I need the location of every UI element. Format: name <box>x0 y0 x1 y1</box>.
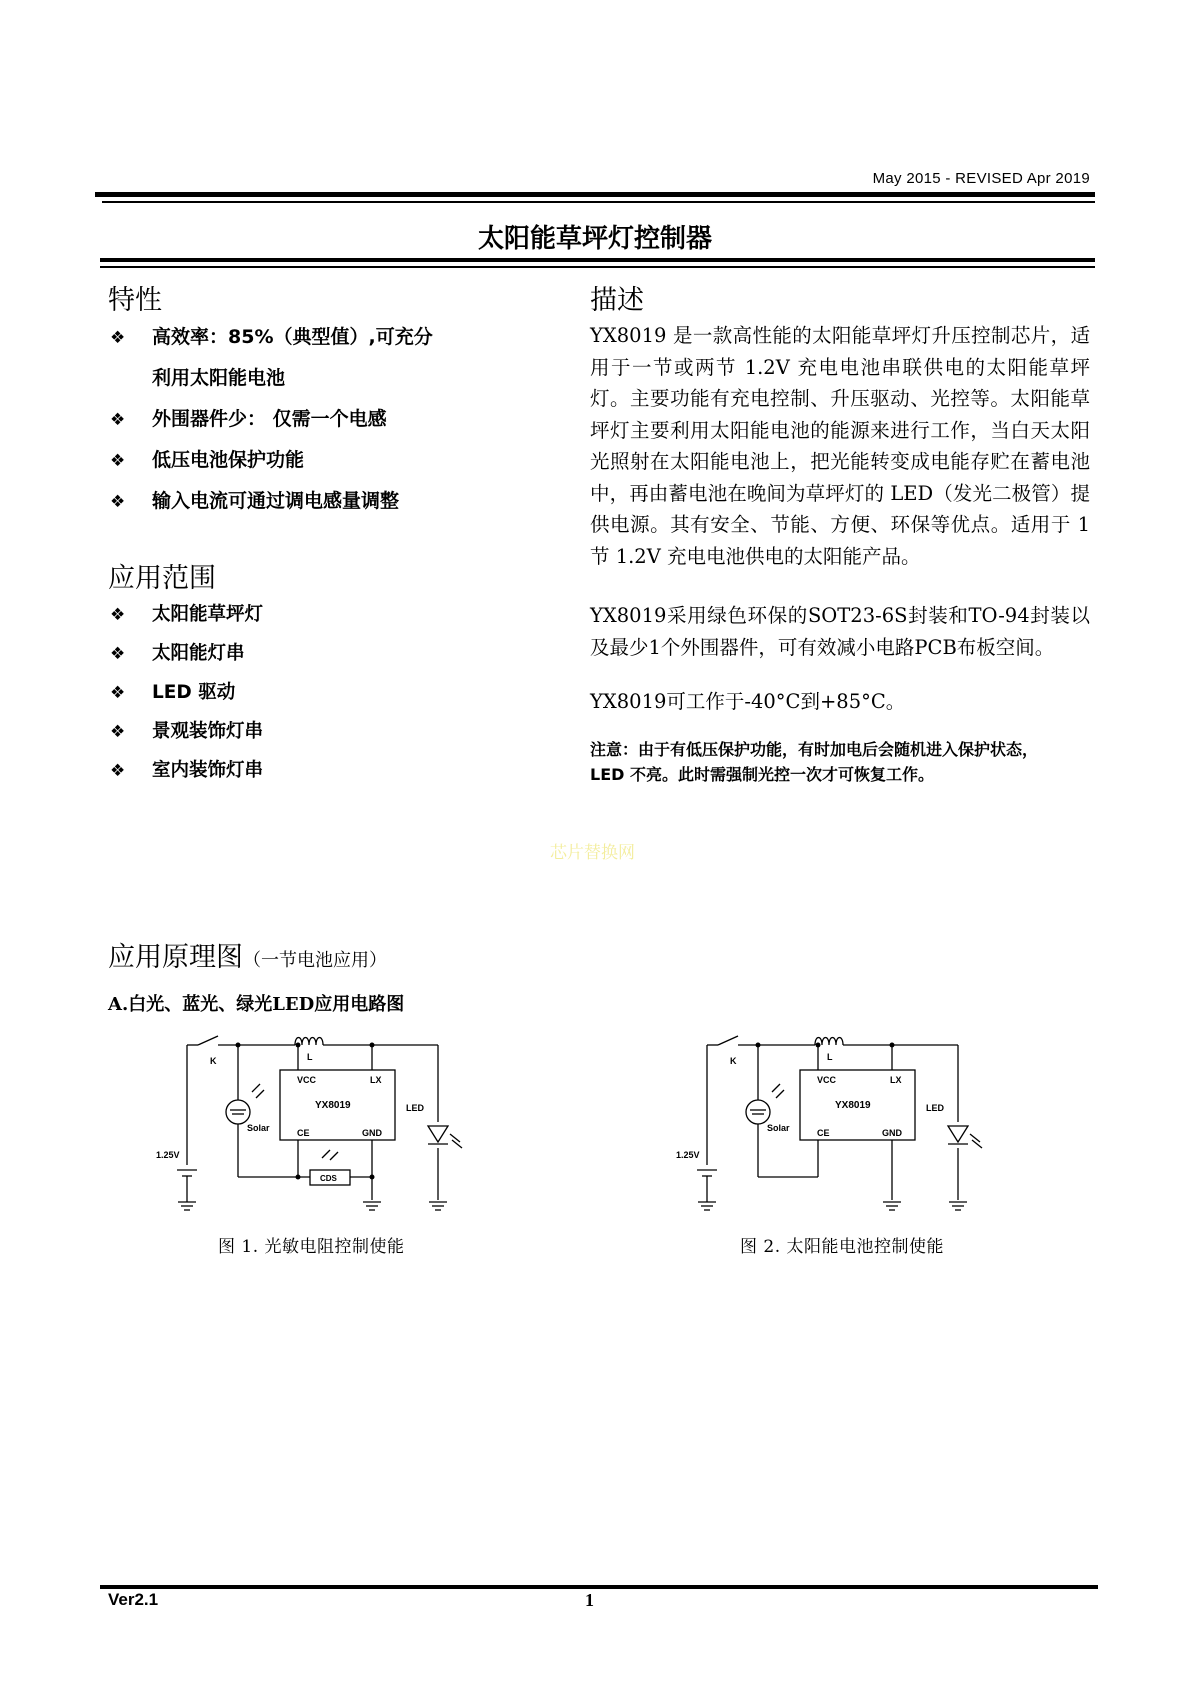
revision-date: May 2015 - REVISED Apr 2019 <box>872 170 1090 187</box>
bullet-icon: ❖ <box>110 761 126 781</box>
feature-item-cont: 利用太阳能电池 <box>152 367 286 389</box>
battery-label: 1.25V <box>676 1150 700 1160</box>
lx-label: LX <box>890 1075 902 1085</box>
inductor-label: L <box>827 1052 833 1062</box>
switch-label: K <box>210 1056 217 1066</box>
application-item: ❖ 室内装饰灯串 <box>110 760 264 781</box>
application-item: ❖ 太阳能灯串 <box>110 643 245 664</box>
circuit-figure-2 <box>670 1030 1000 1220</box>
section-a-title: A.白光、蓝光、绿光LED应用电路图 <box>108 994 405 1015</box>
applications-heading: 应用范围 <box>108 563 216 594</box>
figure-2-caption: 图 2. 太阳能电池控制使能 <box>740 1237 945 1257</box>
watermark: 芯片替换网 <box>550 843 635 863</box>
feature-item: ❖ 外围器件少： 仅需一个电感 <box>110 408 387 430</box>
figure-1-caption: 图 1. 光敏电阻控制使能 <box>218 1237 405 1257</box>
feature-item: ❖ 低压电池保护功能 <box>110 449 305 471</box>
bullet-icon: ❖ <box>110 605 126 625</box>
solar-label: Solar <box>247 1123 270 1133</box>
top-rule-thin <box>102 201 1095 203</box>
top-rule-thick <box>95 192 1095 197</box>
led-label: LED <box>406 1103 424 1113</box>
bullet-icon: ❖ <box>110 328 126 348</box>
title-rule-thin <box>100 266 1095 268</box>
battery-label: 1.25V <box>156 1150 180 1160</box>
schematic-heading: 应用原理图（一节电池应用） <box>108 942 387 973</box>
inductor-label: L <box>307 1052 313 1062</box>
circuit-figure-1 <box>150 1030 480 1220</box>
description-para2: YX8019采用绿色环保的SOT23-6S封装和TO-94封装以及最少1个外围器件，可有效减小电路PCB布板空间。 <box>590 604 1090 659</box>
bullet-icon: ❖ <box>110 410 126 430</box>
cds-label: CDS <box>320 1174 337 1183</box>
bullet-icon: ❖ <box>110 451 126 471</box>
switch-label: K <box>730 1056 737 1066</box>
gnd-label: GND <box>362 1128 382 1138</box>
description-heading: 描述 <box>590 285 644 316</box>
application-item: ❖ 景观装饰灯串 <box>110 721 264 742</box>
vcc-label: VCC <box>817 1075 837 1085</box>
chip-label: YX8019 <box>835 1100 871 1111</box>
footer-rule <box>100 1585 1098 1589</box>
description-para3: YX8019可工作于-40°C到+85°C。 <box>590 690 906 713</box>
ce-label: CE <box>297 1128 310 1138</box>
application-item: ❖ 太阳能草坪灯 <box>110 604 264 625</box>
chip-label: YX8019 <box>315 1100 351 1111</box>
bullet-icon: ❖ <box>110 722 126 742</box>
description-para1: YX8019 是一款高性能的太阳能草坪灯升压控制芯片，适用于一节或两节 1.2V 充电电池串联供电的太阳能草坪灯。主要功能有充电控制、升压驱动、光控等。太阳能草坪灯主要利用太阳能电池的能源来进行工作，当白天太阳光照射在太阳能电池上，把光能转变成电能存贮在蓄电池中，再由蓄电池在晚间为草坪灯的 LED（发光二极管）提供电源。其有安全、节能、方便、环保等优点。适用于 1 节 1.2V 充电电池供电的太阳能产品。 <box>590 324 1090 568</box>
page-title: 太阳能草坪灯控制器 <box>477 224 712 254</box>
vcc-label: VCC <box>297 1075 317 1085</box>
solar-label: Solar <box>767 1123 790 1133</box>
note-text: 注意：由于有低压保护功能，有时加电后会随机进入保护状态， LED 不亮。此时需强制光控一次才可恢复工作。 <box>590 740 1039 784</box>
gnd-label: GND <box>882 1128 902 1138</box>
features-heading: 特性 <box>108 285 162 316</box>
lx-label: LX <box>370 1075 382 1085</box>
application-item: ❖ LED 驱动 <box>110 682 236 703</box>
led-label: LED <box>926 1103 944 1113</box>
ce-label: CE <box>817 1128 830 1138</box>
version-label: Ver2.1 <box>108 1590 159 1609</box>
feature-item: ❖ 高效率：85%（典型值）,可充分 <box>110 326 433 348</box>
page-number: 1 <box>585 1590 594 1610</box>
feature-item: ❖ 输入电流可通过调电感量调整 <box>110 490 400 512</box>
bullet-icon: ❖ <box>110 644 126 664</box>
bullet-icon: ❖ <box>110 683 126 703</box>
title-rule-thick <box>100 258 1095 262</box>
bullet-icon: ❖ <box>110 492 126 512</box>
